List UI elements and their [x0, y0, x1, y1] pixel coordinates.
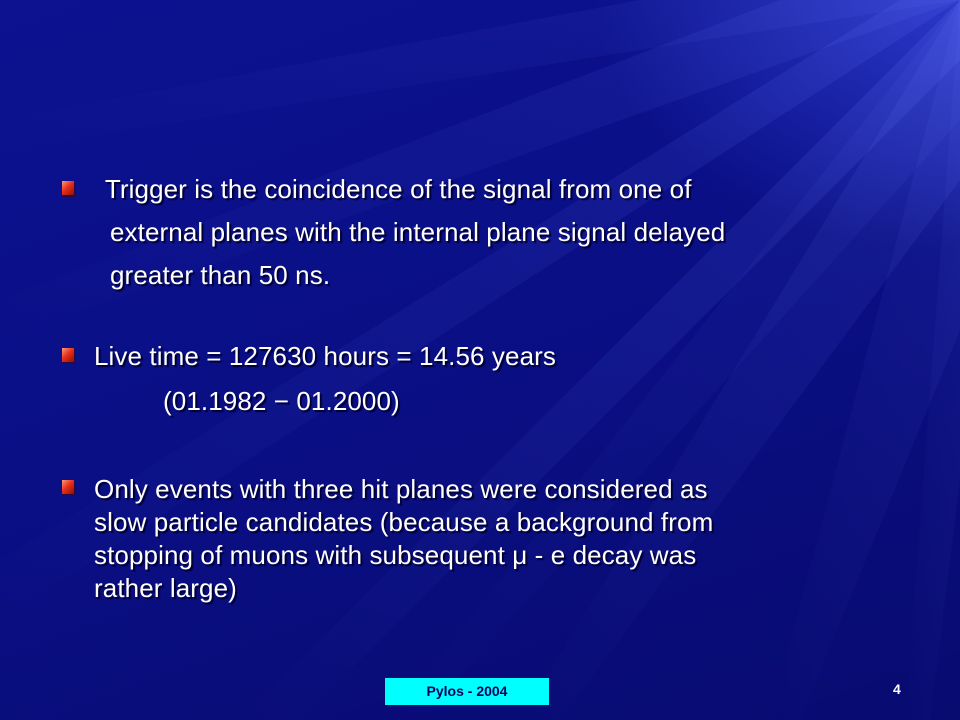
footer-label: Pylos - 2004 [385, 678, 549, 705]
bullet-text-line: rather large) [94, 573, 237, 603]
bullet-text-line: greater than 50 ns. [110, 260, 331, 290]
bullet-text-line: external planes with the internal plane signal delayed [110, 217, 726, 247]
bullet-text-line: (01.1982 − 01.2000) [163, 386, 400, 416]
bullet-square-icon [62, 348, 74, 362]
bullet-square-icon [62, 181, 74, 195]
bullet-text-line: Only events with three hit planes were considered as [94, 474, 708, 504]
bullet-square-icon [62, 480, 74, 494]
bullet-text-line: Live time = 127630 hours = 14.56 years [94, 341, 556, 371]
bullet-text-line: stopping of muons with subsequent μ - e decay was [94, 540, 697, 570]
bullet-text-line: slow particle candidates (because a background from [94, 507, 714, 537]
bullet-text-line: Trigger is the coincidence of the signal from one of [98, 174, 692, 204]
page-number: 4 [893, 681, 901, 697]
